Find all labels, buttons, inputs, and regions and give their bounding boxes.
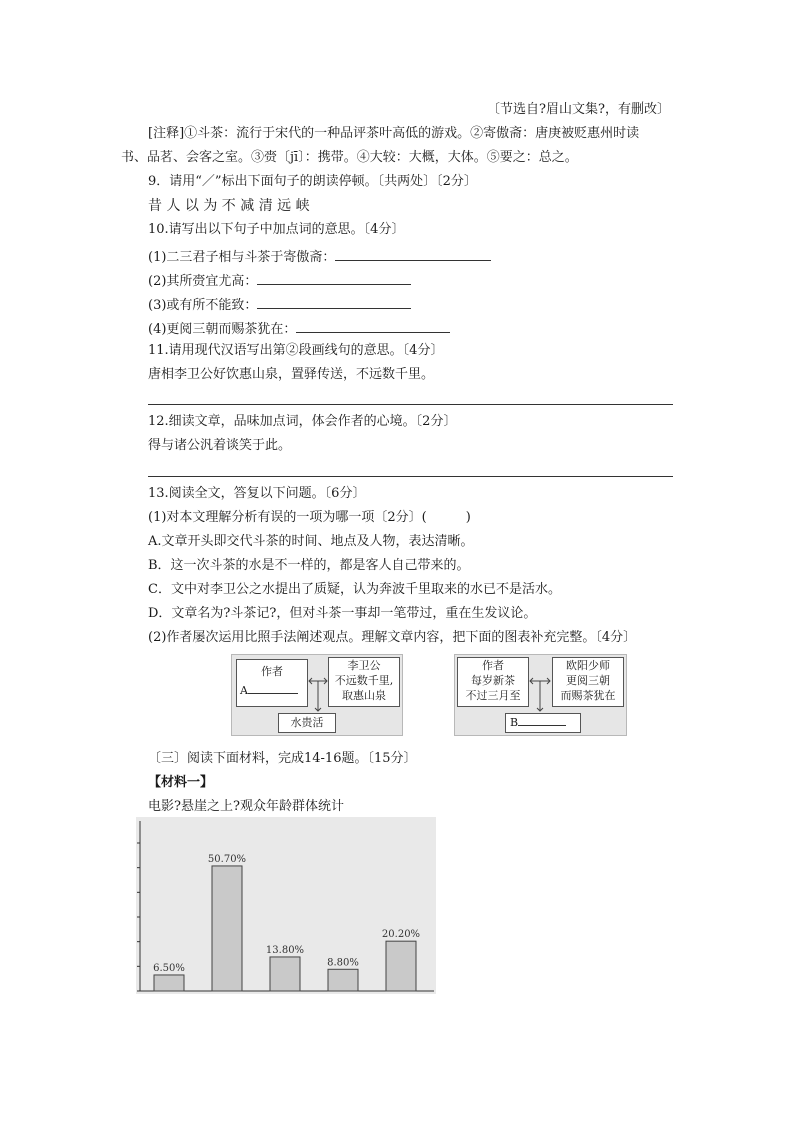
q10-item-2-text: (2)其所赍宜尤高：: [148, 274, 258, 289]
arrow-icon: [306, 675, 330, 715]
q13-sub-2: (2)作者屡次运用比照手法阐述观点。理解文章内容，把下面的图表补充完整。〔4分〕: [148, 630, 637, 645]
conclusion-box: 水贵活: [278, 713, 336, 733]
question-13: 13.阅读全文，答复以下问题。〔6分〕: [148, 486, 366, 501]
section-3-heading: 〔三〕阅读下面材料，完成14-16题。〔15分〕: [148, 751, 417, 766]
question-12: 12.细读文章，品味加点词，体会作者的心境。〔2分〕: [148, 414, 457, 429]
bar-value-label: 8.80%: [327, 957, 359, 969]
q13-option-d: D．文章名为?斗茶记?，但对斗茶一事却一笔带过，重在生发议论。: [148, 606, 537, 621]
note-line-1: [注释]①斗茶：流行于宋代的一种品评茶叶高低的游戏。②寄傲斋：唐庚被贬惠州时读: [148, 126, 640, 141]
q10-item-4: [148, 318, 450, 339]
question-9-sentence: 昔 人 以 为 不 减 清 远 峡: [148, 198, 310, 214]
question-11-sentence: 唐相李卫公好饮惠山泉，置驿传送，不远数千里。: [148, 367, 435, 382]
conclusion-box: [505, 713, 581, 733]
q10-item-3-text: (3)或有所不能致：: [148, 298, 258, 313]
author-line-2: 每岁新茶: [471, 674, 515, 687]
material-1-label: 【材料一】: [148, 775, 214, 790]
note-line-2: 书、品茗、会客之室。③赍〔jī〕：携带。④大较：大概，大体。⑤要之：总之。: [121, 150, 578, 165]
bar: [270, 957, 300, 991]
bar-chart-svg: [136, 817, 436, 994]
author-box: [236, 659, 308, 707]
question-10: 10.请写出以下句子中加点词的意思。〔4分〕: [148, 222, 405, 237]
q13-sub-1: (1)对本文理解分析有误的一项为哪一项〔2分〕( ): [148, 510, 471, 525]
ouyang-title: 欧阳少师: [566, 659, 610, 672]
chart-title: 电影?悬崖之上?观众年龄群体统计: [148, 799, 344, 814]
li-weigong-line-3: 取惠山泉: [342, 689, 386, 702]
arrow-icon: [527, 675, 553, 715]
author-label: 作者: [482, 659, 504, 672]
q10-item-4-text: (4)更阅三朝而赐茶犹在：: [148, 322, 297, 337]
q13-option-b: B．这一次斗茶的水是不一样的，都是客人自己带来的。: [148, 558, 470, 573]
bar-value-label: 6.50%: [153, 962, 185, 974]
q10-item-1-text: (1)二三君子相与斗茶于寄傲斋：: [148, 250, 336, 265]
author-line-3: 不过三月至: [465, 689, 521, 702]
q10-item-3: [148, 294, 411, 315]
question-11: 11.请用现代汉语写出第②段画线句的意思。〔4分〕: [148, 343, 444, 358]
answer-line[interactable]: [148, 476, 673, 477]
question-9: 9．请用“／”标出下面句子的朗读停顿。〔共两处〕〔2分〕: [148, 174, 477, 189]
answer-blank[interactable]: [257, 270, 411, 285]
q13-option-a: A.文章开头即交代斗茶的时间、地点及人物，表达清晰。: [148, 534, 474, 549]
answer-blank-a[interactable]: [248, 683, 298, 694]
ouyang-box: [552, 657, 624, 707]
bar: [328, 969, 358, 991]
author-box: [457, 657, 529, 707]
answer-line[interactable]: [148, 404, 673, 405]
blank-label: B: [510, 716, 519, 729]
li-weigong-title: 李卫公: [347, 659, 381, 672]
answer-blank[interactable]: [296, 318, 450, 333]
bar: [212, 866, 242, 991]
li-weigong-line-2: 不远数千里,: [334, 674, 394, 687]
blank-label: A: [240, 684, 248, 697]
ouyang-line-3: 而赐茶犹在: [560, 689, 616, 702]
bar: [154, 975, 184, 991]
question-12-sentence: 得与诸公汎着谈笑于此。: [148, 438, 292, 453]
author-label: 作者: [261, 665, 283, 678]
source-citation: 〔节选自?眉山文集?，有删改〕: [487, 102, 670, 117]
bar: [386, 941, 416, 991]
bar-value-label: 50.70%: [207, 853, 247, 865]
bar-value-label: 13.80%: [265, 944, 305, 956]
answer-blank[interactable]: [257, 294, 411, 309]
answer-blank-b[interactable]: [518, 715, 566, 726]
q10-item-1: [148, 246, 491, 267]
comparison-diagram-2: [454, 654, 627, 736]
comparison-diagram-1: [231, 654, 403, 736]
age-group-bar-chart: [136, 817, 436, 994]
q10-item-2: [148, 270, 411, 291]
bar-value-label: 20.20%: [381, 929, 421, 941]
answer-blank[interactable]: [335, 246, 491, 261]
q13-option-c: C．文中对李卫公之水提出了质疑，认为奔波千里取来的水已不是活水。: [148, 582, 561, 597]
li-weigong-box: [328, 657, 400, 707]
ouyang-line-2: 更阅三朝: [566, 674, 610, 687]
